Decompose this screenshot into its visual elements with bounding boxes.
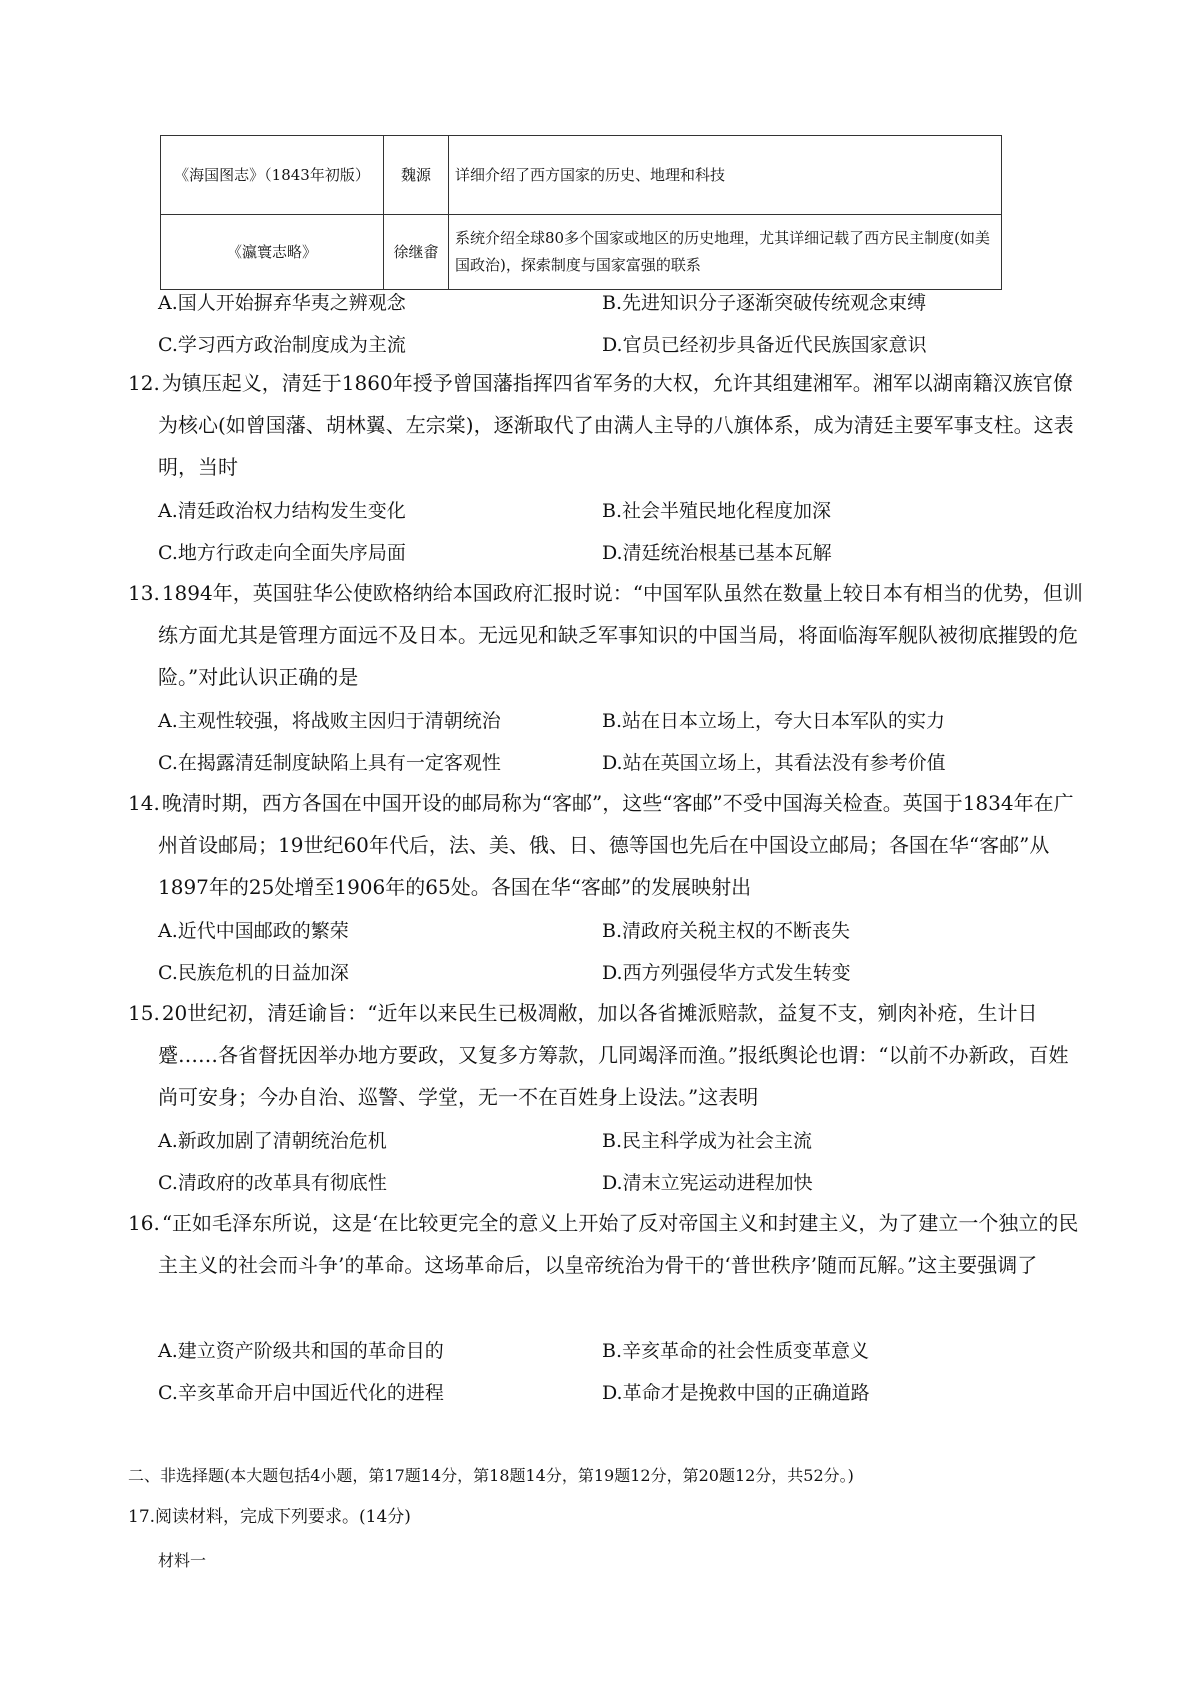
question-number: 13.	[128, 581, 160, 605]
question-stem: 为镇压起义，清廷于1860年授予曾国藩指挥四省军务的大权，允许其组建湘军。湘军以湖南籍汉族官僚为核心(如曾国藩、胡林翼、左宗棠)，逐渐取代了由满人主导的八旗体系，成为清廷主要军事支柱。这表明，当时	[158, 371, 1074, 479]
q15-options-row-1	[158, 1126, 1058, 1160]
q13-option-d: D.站在英国立场上，其看法没有参考价值	[602, 752, 946, 774]
question-17: 17.阅读材料，完成下列要求。(14分)	[128, 1507, 411, 1527]
q11-option-c: C.学习西方政治制度成为主流	[158, 334, 406, 356]
q15-option-c: C.清政府的改革具有彻底性	[158, 1172, 387, 1194]
question-stem: 20世纪初，清廷谕旨：“近年以来民生已极凋敝，加以各省摊派赔款，益复不支，剜肉补疮，生计日蹙……各省督抚因举办地方要政，又复多方筹款，几同竭泽而渔。”报纸舆论也谓：“以前不办新政，百姓尚可安身；今办自治、巡警、学堂，无一不在百姓身上设法。”这表明	[158, 1001, 1069, 1109]
q11-options-row-2	[158, 330, 1058, 364]
q15-options-row-2	[158, 1168, 1058, 1202]
question-12	[128, 362, 1088, 488]
q12-option-d: D.清廷统治根基已基本瓦解	[602, 542, 832, 564]
q14-options-row-1	[158, 916, 1058, 950]
table-row	[161, 136, 1002, 215]
q15-option-d: D.清末立宪运动进程加快	[602, 1172, 813, 1194]
q13-options-row-2	[158, 748, 1058, 782]
question-stem: “正如毛泽东所说，这是‘在比较更完全的意义上开始了反对帝国主义和封建主义，为了建立一个独立的民主主义的社会而斗争’的革命。这场革命后，以皇帝统治为骨干的‘普世秩序’随而瓦解。”这主要强调了	[158, 1211, 1079, 1277]
q13-option-a: A.主观性较强，将战败主因归于清朝统治	[158, 710, 501, 732]
q12-options-row-2	[158, 538, 1058, 572]
q16-option-b: B.辛亥革命的社会性质变革意义	[602, 1340, 870, 1362]
q15-option-b: B.民主科学成为社会主流	[602, 1130, 813, 1152]
book-author: 徐继畬	[384, 215, 449, 290]
q14-option-c: C.民族危机的日益加深	[158, 962, 349, 984]
question-stem: 晚清时期，西方各国在中国开设的邮局称为“客邮”，这些“客邮”不受中国海关检查。英国于1834年在广州首设邮局；19世纪60年代后，法、美、俄、日、德等国也先后在中国设立邮局；各国在华“客邮”从1897年的25处增至1906年的65处。各国在华“客邮”的发展映射出	[158, 791, 1074, 899]
q12-option-a: A.清廷政治权力结构发生变化	[158, 500, 406, 522]
q11-options-row-1	[158, 288, 1058, 322]
book-title: 《瀛寰志略》	[161, 215, 384, 290]
question-number: 12.	[128, 371, 160, 395]
q11-option-a: A.国人开始摒弃华夷之辨观念	[158, 292, 406, 314]
q14-option-a: A.近代中国邮政的繁荣	[158, 920, 349, 942]
book-author: 魏源	[384, 136, 449, 215]
book-description: 详细介绍了西方国家的历史、地理和科技	[449, 136, 1002, 215]
question-number: 14.	[128, 791, 160, 815]
q14-option-d: D.西方列强侵华方式发生转变	[602, 962, 851, 984]
book-title: 《海国图志》（1843年初版）	[161, 136, 384, 215]
table-row	[161, 215, 1002, 290]
question-15	[128, 992, 1088, 1118]
question-number: 15.	[128, 1001, 160, 1025]
q12-options-row-1	[158, 496, 1058, 530]
q12-option-c: C.地方行政走向全面失序局面	[158, 542, 406, 564]
q16-option-d: D.革命才是挽救中国的正确道路	[602, 1382, 870, 1404]
book-description: 系统介绍全球80多个国家或地区的历史地理，尤其详细记载了西方民主制度(如美国政治)，探索制度与国家富强的联系	[449, 215, 1002, 290]
q13-options-row-1	[158, 706, 1058, 740]
q16-option-a: A.建立资产阶级共和国的革命目的	[158, 1340, 444, 1362]
q15-option-a: A.新政加剧了清朝统治危机	[158, 1130, 387, 1152]
question-13	[128, 572, 1088, 698]
q16-option-c: C.辛亥革命开启中国近代化的进程	[158, 1382, 444, 1404]
question-stem: 1894年，英国驻华公使欧格纳给本国政府汇报时说：“中国军队虽然在数量上较日本有相当的优势，但训练方面尤其是管理方面远不及日本。无远见和缺乏军事知识的中国当局，将面临海军舰队被彻底摧毁的危险。”对此认识正确的是	[158, 581, 1083, 689]
question-number: 16.	[128, 1211, 160, 1235]
q12-option-b: B.社会半殖民地化程度加深	[602, 500, 832, 522]
books-table	[160, 135, 1002, 290]
question-14	[128, 782, 1088, 908]
q14-option-b: B.清政府关税主权的不断丧失	[602, 920, 851, 942]
material-label: 材料一	[158, 1551, 207, 1570]
q16-options-row-2	[158, 1378, 1058, 1412]
q14-options-row-2	[158, 958, 1058, 992]
q16-options-row-1	[158, 1336, 1058, 1370]
question-16	[128, 1202, 1088, 1286]
section-heading: 二、非选择题(本大题包括4小题，第17题14分，第18题14分，第19题12分，第20题12分，共52分。)	[128, 1466, 854, 1485]
q11-option-b: B.先进知识分子逐渐突破传统观念束缚	[602, 292, 927, 314]
q13-option-c: C.在揭露清廷制度缺陷上具有一定客观性	[158, 752, 501, 774]
q13-option-b: B.站在日本立场上，夸大日本军队的实力	[602, 710, 946, 732]
q11-option-d: D.官员已经初步具备近代民族国家意识	[602, 334, 927, 356]
